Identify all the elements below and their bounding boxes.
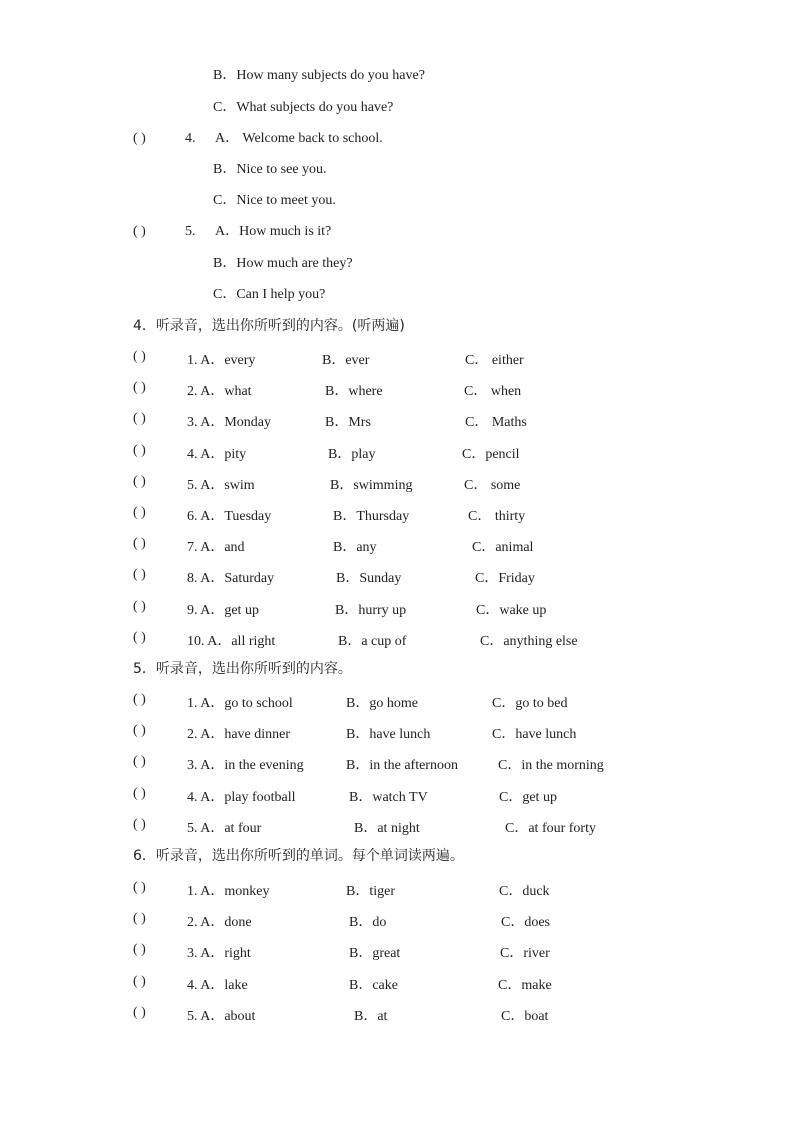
answer-blank[interactable]: ( ) xyxy=(133,785,146,801)
option-c: C．Nice to meet you. xyxy=(213,193,336,208)
option-b: B．play xyxy=(328,446,376,462)
option-c: C． thirty xyxy=(468,509,526,524)
option-c: C．wake up xyxy=(476,602,547,618)
option-a: 4. A．pity xyxy=(187,446,247,462)
answer-blank[interactable]: ( ) xyxy=(133,411,146,427)
answer-blank[interactable]: ( ) xyxy=(133,880,146,895)
answer-blank[interactable]: ( ) xyxy=(133,754,146,770)
option-b: B．Thursday xyxy=(333,509,410,524)
option-b: B．watch TV xyxy=(349,789,428,805)
option-a: 5. A．swim xyxy=(187,477,255,493)
option-b: B．any xyxy=(333,540,377,556)
q3-option-c: C．What subjects do you have? xyxy=(213,100,394,115)
option-c: C．at four forty xyxy=(505,820,596,836)
option-c: C．Friday xyxy=(475,571,535,587)
q3-option-b: B．How many subjects do you have? xyxy=(213,68,425,83)
answer-blank[interactable]: ( ) xyxy=(133,973,146,989)
option-b: B．hurry up xyxy=(335,602,407,618)
section-5-heading: 5．听录音，选出你所听到的内容。 xyxy=(133,661,352,677)
option-b: B．cake xyxy=(349,977,398,993)
option-b: B．tiger xyxy=(346,884,395,899)
option-a: 3. A．in the evening xyxy=(187,758,304,774)
answer-blank[interactable]: ( ) xyxy=(133,380,146,396)
option-a: A．How much is it? xyxy=(215,224,332,239)
option-b: B．Mrs xyxy=(325,415,371,431)
section-6-heading: 6．听录音，选出你所听到的单词。每个单词读两遍。 xyxy=(133,848,464,864)
option-b: B．in the afternoon xyxy=(346,758,458,774)
answer-blank[interactable]: ( ) xyxy=(133,1004,146,1020)
answer-blank[interactable]: ( ) xyxy=(133,567,146,583)
answer-blank[interactable]: ( ) xyxy=(133,131,146,146)
answer-blank[interactable]: ( ) xyxy=(133,692,146,707)
answer-blank[interactable]: ( ) xyxy=(133,505,146,520)
option-a: 5. A．about xyxy=(187,1008,256,1024)
option-a: 5. A．at four xyxy=(187,820,262,836)
option-a: 2. A．what xyxy=(187,384,252,400)
option-c: C．Can I help you? xyxy=(213,287,326,302)
option-a: 7. A．and xyxy=(187,540,245,556)
answer-blank[interactable]: ( ) xyxy=(133,536,146,552)
option-a: 9. A．get up xyxy=(187,602,259,618)
option-b: B．have lunch xyxy=(346,727,431,743)
option-b: B．Sunday xyxy=(336,571,402,587)
option-a: 2. A．done xyxy=(187,915,252,931)
option-c: C． either xyxy=(465,353,524,368)
option-a: 4. A．lake xyxy=(187,977,248,993)
option-b: B．at xyxy=(354,1008,388,1024)
option-b: B．a cup of xyxy=(338,633,407,649)
option-c: C．get up xyxy=(499,789,557,805)
option-c: C．duck xyxy=(499,884,550,899)
answer-blank[interactable]: ( ) xyxy=(133,723,146,739)
option-b: B．How much are they? xyxy=(213,256,353,271)
option-c: C．make xyxy=(498,977,552,993)
option-a: 1. A．every xyxy=(187,353,256,368)
option-b: B．ever xyxy=(322,353,370,368)
answer-blank[interactable]: ( ) xyxy=(133,816,146,832)
option-c: C． Maths xyxy=(465,415,527,431)
option-b: B．swimming xyxy=(330,477,413,493)
option-c: C． some xyxy=(464,477,521,493)
question-number: 5. xyxy=(185,224,196,239)
answer-blank[interactable]: ( ) xyxy=(133,598,146,614)
option-a: 8. A．Saturday xyxy=(187,571,275,587)
option-a: 6. A．Tuesday xyxy=(187,509,272,524)
answer-blank[interactable]: ( ) xyxy=(133,629,146,645)
option-c: C．boat xyxy=(501,1008,549,1024)
option-a: 3. A．Monday xyxy=(187,415,271,431)
answer-blank[interactable]: ( ) xyxy=(133,442,146,458)
question-number: 4. xyxy=(185,131,196,146)
option-c: C．anything else xyxy=(480,633,578,649)
option-a: A． Welcome back to school. xyxy=(215,131,383,146)
option-b: B．go home xyxy=(346,696,418,711)
option-b: B．great xyxy=(349,946,401,962)
answer-blank[interactable]: ( ) xyxy=(133,911,146,927)
option-c: C．pencil xyxy=(462,446,520,462)
option-a: 4. A．play football xyxy=(187,789,296,805)
option-c: C．have lunch xyxy=(492,727,577,743)
option-c: C． when xyxy=(464,384,522,400)
option-a: 2. A．have dinner xyxy=(187,727,291,743)
option-b: B．Nice to see you. xyxy=(213,162,327,177)
answer-blank[interactable]: ( ) xyxy=(133,224,146,239)
answer-blank[interactable]: ( ) xyxy=(133,942,146,958)
option-a: 3. A．right xyxy=(187,946,251,962)
option-a: 1. A．go to school xyxy=(187,696,293,711)
option-b: B．at night xyxy=(354,820,420,836)
option-b: B．do xyxy=(349,915,387,931)
answer-blank[interactable]: ( ) xyxy=(133,349,146,364)
answer-blank[interactable]: ( ) xyxy=(133,473,146,489)
option-c: C．river xyxy=(500,946,550,962)
option-c: C．in the morning xyxy=(498,758,604,774)
option-a: 10. A．all right xyxy=(187,633,276,649)
option-b: B．where xyxy=(325,384,383,400)
option-c: C．animal xyxy=(472,540,534,556)
option-c: C．does xyxy=(501,915,550,931)
option-a: 1. A．monkey xyxy=(187,884,270,899)
option-c: C．go to bed xyxy=(492,696,568,711)
section-4-heading: 4．听录音，选出你所听到的内容。(听两遍) xyxy=(133,318,405,334)
